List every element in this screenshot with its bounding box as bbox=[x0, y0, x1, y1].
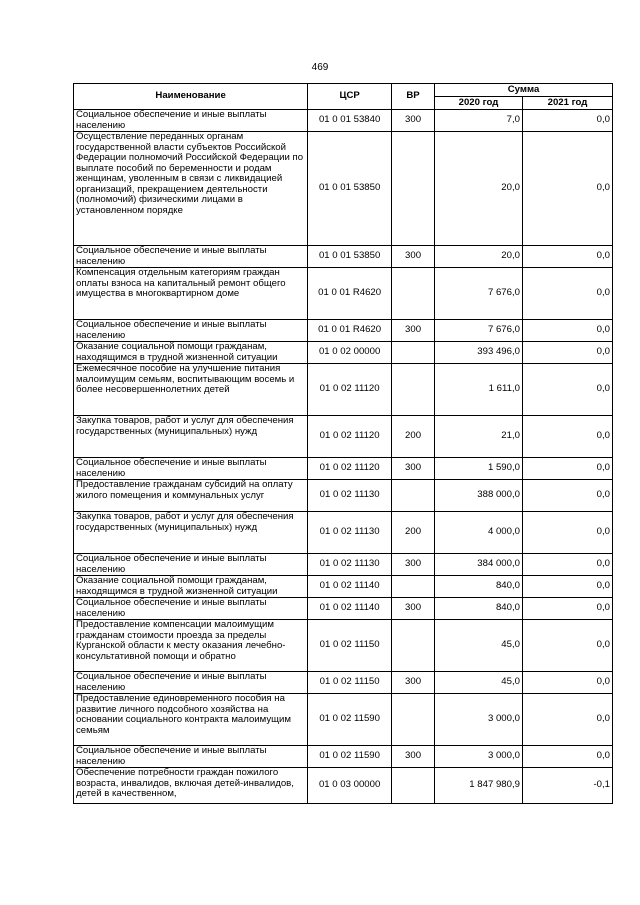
row-sum-2020: 840,0 bbox=[435, 576, 523, 598]
row-sum-2020: 21,0 bbox=[435, 416, 523, 458]
row-vr: 300 bbox=[392, 110, 435, 132]
row-sum-2021: 0,0 bbox=[522, 268, 612, 320]
table-row bbox=[74, 576, 613, 598]
row-sum-2020: 1 611,0 bbox=[435, 364, 523, 416]
header-name: Наименование bbox=[74, 84, 308, 110]
table-row bbox=[74, 768, 613, 804]
row-vr: 300 bbox=[392, 554, 435, 576]
row-csr: 01 0 02 11150 bbox=[308, 672, 392, 694]
table-row bbox=[74, 132, 613, 246]
row-name: Социальное обеспечение и иные выплаты населению bbox=[74, 110, 308, 132]
row-sum-2020: 20,0 bbox=[435, 246, 523, 268]
row-name: Социальное обеспечение и иные выплаты населению bbox=[74, 246, 308, 268]
row-csr: 01 0 02 11590 bbox=[308, 746, 392, 768]
row-name: Оказание социальной помощи гражданам, находящимся в трудной жизненной ситуации bbox=[74, 342, 308, 364]
row-csr: 01 0 01 53850 bbox=[308, 246, 392, 268]
table-row bbox=[74, 110, 613, 132]
header-vr: ВР bbox=[392, 84, 435, 110]
row-vr bbox=[392, 342, 435, 364]
row-csr: 01 0 02 11150 bbox=[308, 620, 392, 672]
row-vr bbox=[392, 620, 435, 672]
row-sum-2021: 0,0 bbox=[522, 598, 612, 620]
row-sum-2021: 0,0 bbox=[522, 416, 612, 458]
row-vr: 300 bbox=[392, 458, 435, 480]
row-vr: 300 bbox=[392, 598, 435, 620]
header-csr: ЦСР bbox=[308, 84, 392, 110]
row-name: Социальное обеспечение и иные выплаты населению bbox=[74, 458, 308, 480]
row-sum-2020: 3 000,0 bbox=[435, 746, 523, 768]
row-sum-2020: 1 590,0 bbox=[435, 458, 523, 480]
row-sum-2020: 7 676,0 bbox=[435, 268, 523, 320]
row-vr bbox=[392, 768, 435, 804]
row-vr: 300 bbox=[392, 746, 435, 768]
row-vr: 300 bbox=[392, 672, 435, 694]
row-sum-2020: 45,0 bbox=[435, 620, 523, 672]
row-csr: 01 0 02 11120 bbox=[308, 458, 392, 480]
row-sum-2021: 0,0 bbox=[522, 246, 612, 268]
table-row bbox=[74, 364, 613, 416]
table-row bbox=[74, 246, 613, 268]
row-csr: 01 0 02 11130 bbox=[308, 512, 392, 554]
row-name: Осуществление переданных органам государственной власти субъектов Российской Федерации полномочий Российской Федерации по выплате пособий по беременности и родам женщинам, уволенным в связи с ликвидацией организаций, прекращением деятельности (полномочий) физическими лицами в установленном порядке bbox=[74, 132, 308, 246]
row-name: Закупка товаров, работ и услуг для обеспечения государственных (муниципальных) нужд bbox=[74, 416, 308, 458]
row-sum-2020: 20,0 bbox=[435, 132, 523, 246]
row-sum-2020: 393 496,0 bbox=[435, 342, 523, 364]
row-vr bbox=[392, 576, 435, 598]
row-vr bbox=[392, 132, 435, 246]
row-sum-2021: 0,0 bbox=[522, 132, 612, 246]
row-vr bbox=[392, 268, 435, 320]
row-csr: 01 0 01 R4620 bbox=[308, 268, 392, 320]
row-sum-2020: 7 676,0 bbox=[435, 320, 523, 342]
row-csr: 01 0 02 11130 bbox=[308, 554, 392, 576]
row-sum-2020: 384 000,0 bbox=[435, 554, 523, 576]
row-sum-2020: 1 847 980,9 bbox=[435, 768, 523, 804]
table-body bbox=[74, 110, 613, 804]
row-name: Предоставление гражданам субсидий на оплату жилого помещения и коммунальных услуг bbox=[74, 480, 308, 512]
row-sum-2021: 0,0 bbox=[522, 320, 612, 342]
row-sum-2020: 7,0 bbox=[435, 110, 523, 132]
row-sum-2021: 0,0 bbox=[522, 576, 612, 598]
table-row bbox=[74, 480, 613, 512]
table-row bbox=[74, 554, 613, 576]
row-name: Ежемесячное пособие на улучшение питания малоимущим семьям, воспитывающим восемь и более несовершеннолетних детей bbox=[74, 364, 308, 416]
row-sum-2021: 0,0 bbox=[522, 694, 612, 746]
row-sum-2021: 0,0 bbox=[522, 342, 612, 364]
budget-table bbox=[73, 83, 613, 804]
table-row bbox=[74, 746, 613, 768]
row-sum-2021: 0,0 bbox=[522, 672, 612, 694]
row-csr: 01 0 02 11120 bbox=[308, 364, 392, 416]
row-csr: 01 0 02 11130 bbox=[308, 480, 392, 512]
table-row bbox=[74, 320, 613, 342]
row-sum-2021: 0,0 bbox=[522, 364, 612, 416]
row-name: Социальное обеспечение и иные выплаты населению bbox=[74, 598, 308, 620]
row-sum-2021: 0,0 bbox=[522, 620, 612, 672]
table-row bbox=[74, 598, 613, 620]
row-sum-2020: 840,0 bbox=[435, 598, 523, 620]
row-sum-2020: 4 000,0 bbox=[435, 512, 523, 554]
row-vr bbox=[392, 364, 435, 416]
row-csr: 01 0 02 11140 bbox=[308, 598, 392, 620]
row-name: Социальное обеспечение и иные выплаты населению bbox=[74, 320, 308, 342]
table-row bbox=[74, 342, 613, 364]
row-name: Закупка товаров, работ и услуг для обеспечения государственных (муниципальных) нужд bbox=[74, 512, 308, 554]
row-sum-2021: 0,0 bbox=[522, 554, 612, 576]
table-row bbox=[74, 620, 613, 672]
row-sum-2021: 0,0 bbox=[522, 480, 612, 512]
row-name: Социальное обеспечение и иные выплаты населению bbox=[74, 554, 308, 576]
row-vr: 200 bbox=[392, 416, 435, 458]
row-name: Социальное обеспечение и иные выплаты населению bbox=[74, 746, 308, 768]
row-csr: 01 0 02 11140 bbox=[308, 576, 392, 598]
row-name: Обеспечение потребности граждан пожилого возраста, инвалидов, включая детей-инвалидов, детей в качественном, bbox=[74, 768, 308, 804]
row-vr: 300 bbox=[392, 320, 435, 342]
row-name: Компенсация отдельным категориям граждан оплаты взноса на капитальный ремонт общего имущества в многоквартирном доме bbox=[74, 268, 308, 320]
table-row bbox=[74, 458, 613, 480]
row-csr: 01 0 01 53840 bbox=[308, 110, 392, 132]
row-sum-2021: 0,0 bbox=[522, 110, 612, 132]
row-sum-2020: 45,0 bbox=[435, 672, 523, 694]
row-sum-2021: 0,0 bbox=[522, 746, 612, 768]
row-sum-2020: 388 000,0 bbox=[435, 480, 523, 512]
row-vr: 200 bbox=[392, 512, 435, 554]
row-vr bbox=[392, 480, 435, 512]
row-sum-2020: 3 000,0 bbox=[435, 694, 523, 746]
row-csr: 01 0 02 11590 bbox=[308, 694, 392, 746]
table-row bbox=[74, 268, 613, 320]
header-year-2020: 2020 год bbox=[435, 97, 523, 110]
table-row bbox=[74, 694, 613, 746]
row-csr: 01 0 01 R4620 bbox=[308, 320, 392, 342]
row-sum-2021: -0,1 bbox=[522, 768, 612, 804]
row-name: Предоставление единовременного пособия на развитие личного подсобного хозяйства на основании социального контракта малоимущим семьям bbox=[74, 694, 308, 746]
row-vr bbox=[392, 694, 435, 746]
row-name: Социальное обеспечение и иные выплаты населению bbox=[74, 672, 308, 694]
table-row bbox=[74, 672, 613, 694]
row-csr: 01 0 02 11120 bbox=[308, 416, 392, 458]
table-header bbox=[74, 84, 613, 110]
table-row bbox=[74, 416, 613, 458]
table-row bbox=[74, 512, 613, 554]
row-name: Предоставление компенсации малоимущим гражданам стоимости проезда за пределы Курганской области к месту оказания лечебно-консультативной помощи и обратно bbox=[74, 620, 308, 672]
page-number: 469 bbox=[311, 62, 329, 73]
row-sum-2021: 0,0 bbox=[522, 458, 612, 480]
row-csr: 01 0 02 00000 bbox=[308, 342, 392, 364]
header-year-2021: 2021 год bbox=[522, 97, 612, 110]
row-name: Оказание социальной помощи гражданам, находящимся в трудной жизненной ситуации bbox=[74, 576, 308, 598]
row-sum-2021: 0,0 bbox=[522, 512, 612, 554]
header-sum: Сумма bbox=[435, 84, 613, 97]
row-csr: 01 0 03 00000 bbox=[308, 768, 392, 804]
row-vr: 300 bbox=[392, 246, 435, 268]
row-csr: 01 0 01 53850 bbox=[308, 132, 392, 246]
